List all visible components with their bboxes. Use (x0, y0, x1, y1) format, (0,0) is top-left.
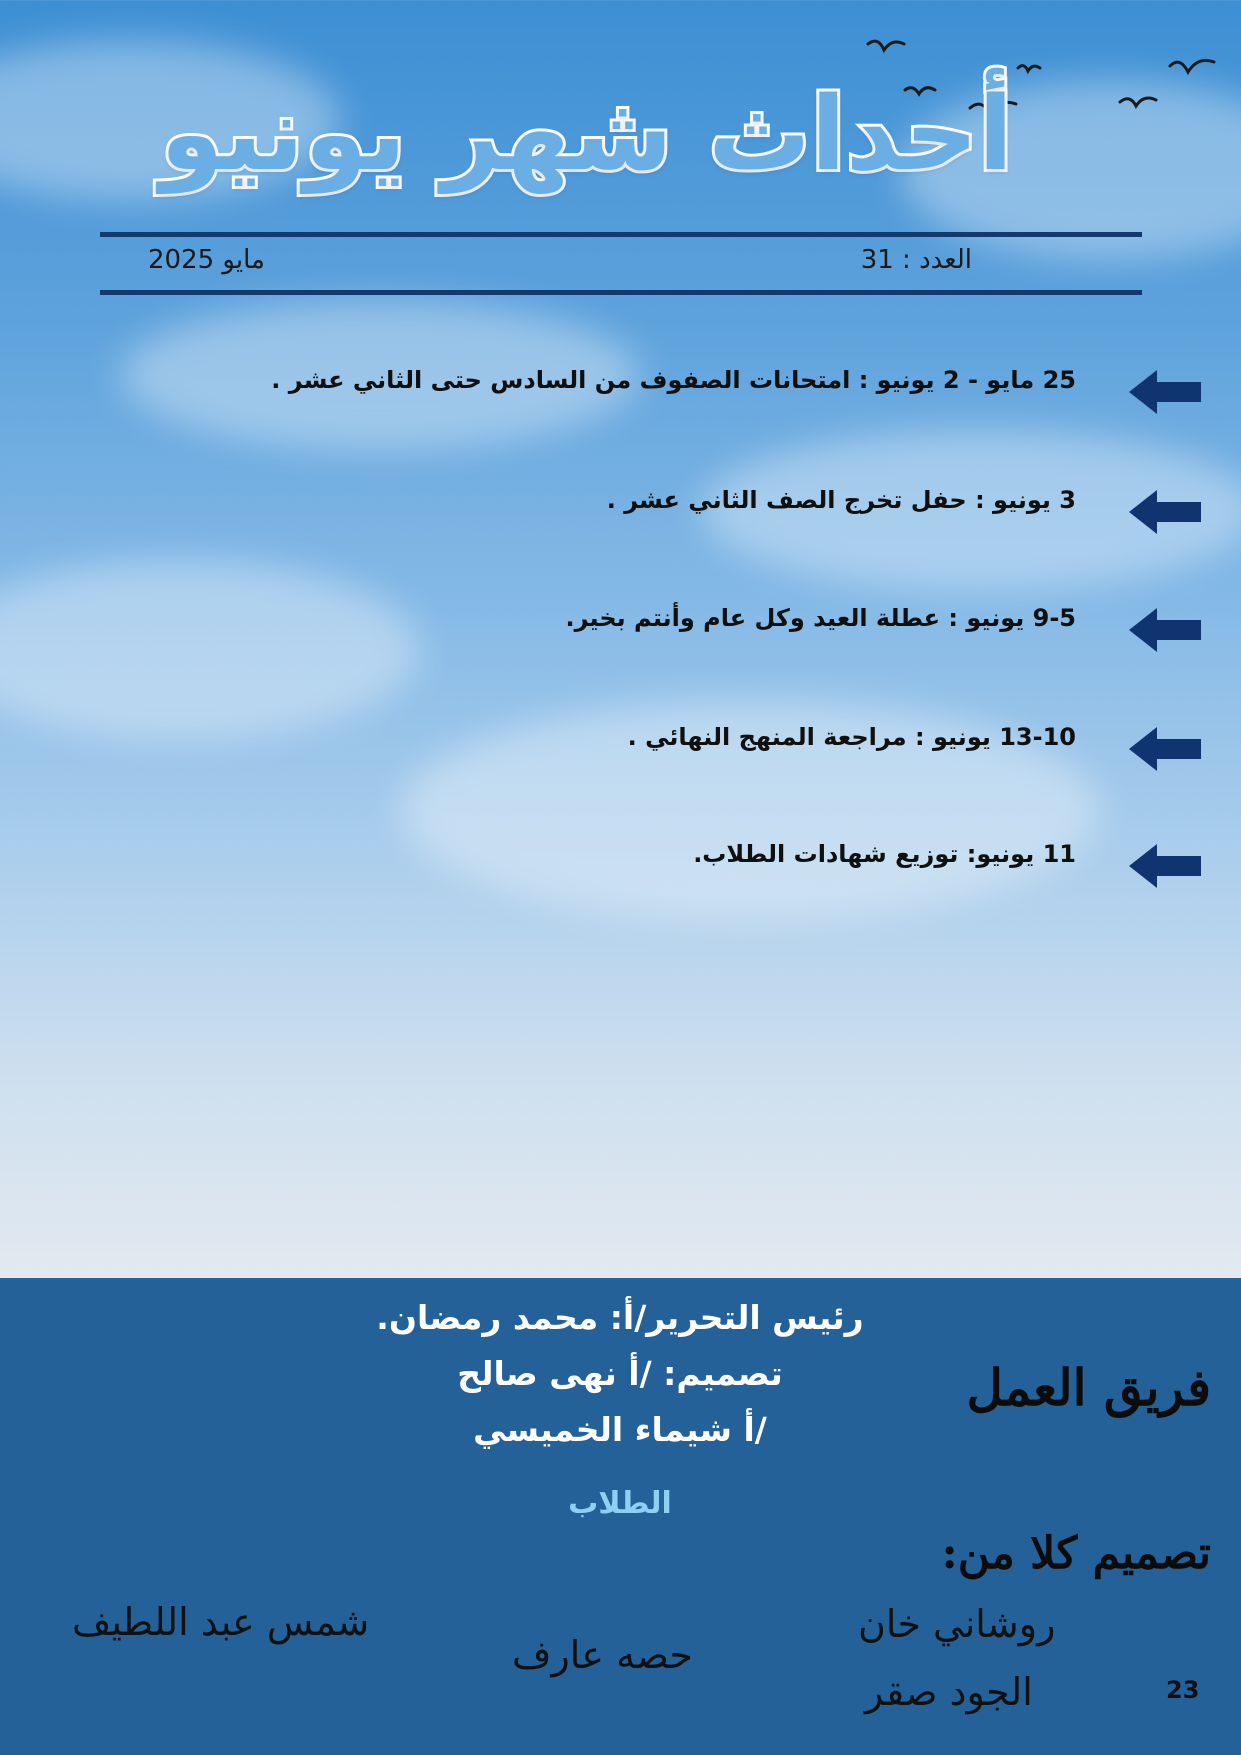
event-text: 25 مايو - 2 يونيو : امتحانات الصفوف من السادس حتى الثاني عشر . (271, 366, 1076, 394)
list-item (201, 834, 1201, 894)
arrow-left-icon (1129, 725, 1201, 773)
issue-number: العدد : 31 (860, 245, 972, 275)
credits-list (320, 1290, 920, 1458)
arrow-left-icon (1129, 488, 1201, 536)
bottom-rule (100, 290, 1142, 295)
arrow-left-icon (1129, 606, 1201, 654)
student-name: روشاني خان (858, 1602, 1056, 1646)
event-text: 9-5 يونيو : عطلة العيد وكل عام وأنتم بخير. (565, 604, 1076, 632)
event-text: 3 يونيو : حفل تخرج الصف الثاني عشر . (606, 486, 1076, 514)
editor-in-chief: رئيس التحرير/أ: محمد رمضان. (376, 1298, 864, 1337)
title-area (160, 60, 1014, 220)
list-item (201, 360, 1201, 420)
list-item (201, 717, 1201, 777)
page-number: 23 (1166, 1676, 1200, 1704)
top-rule (100, 232, 1142, 237)
page-title: أحداث شهر يونيو (160, 75, 1014, 194)
designer-credit: تصميم: /أ نهى صالح (457, 1354, 783, 1393)
student-name: حصه عارف (512, 1633, 693, 1677)
design-title: تصميم كلا من: (941, 1528, 1211, 1579)
list-item (201, 598, 1201, 658)
student-name: الجود صقر (865, 1670, 1033, 1714)
students-label: الطلاب (568, 1486, 672, 1521)
team-footer (0, 1278, 1241, 1755)
event-text: 11 يونيو: توزيع شهادات الطلاب. (693, 840, 1076, 868)
arrow-left-icon (1129, 842, 1201, 890)
team-title: فريق العمل (966, 1358, 1211, 1417)
event-text: 13-10 يونيو : مراجعة المنهج النهائي . (627, 723, 1076, 751)
list-item (201, 480, 1201, 540)
issue-date: مايو 2025 (148, 245, 265, 275)
designer-credit: /أ شيماء الخميسي (473, 1410, 767, 1449)
student-name: شمس عبد اللطيف (72, 1600, 370, 1644)
arrow-left-icon (1129, 368, 1201, 416)
issue-bar (100, 245, 1142, 281)
